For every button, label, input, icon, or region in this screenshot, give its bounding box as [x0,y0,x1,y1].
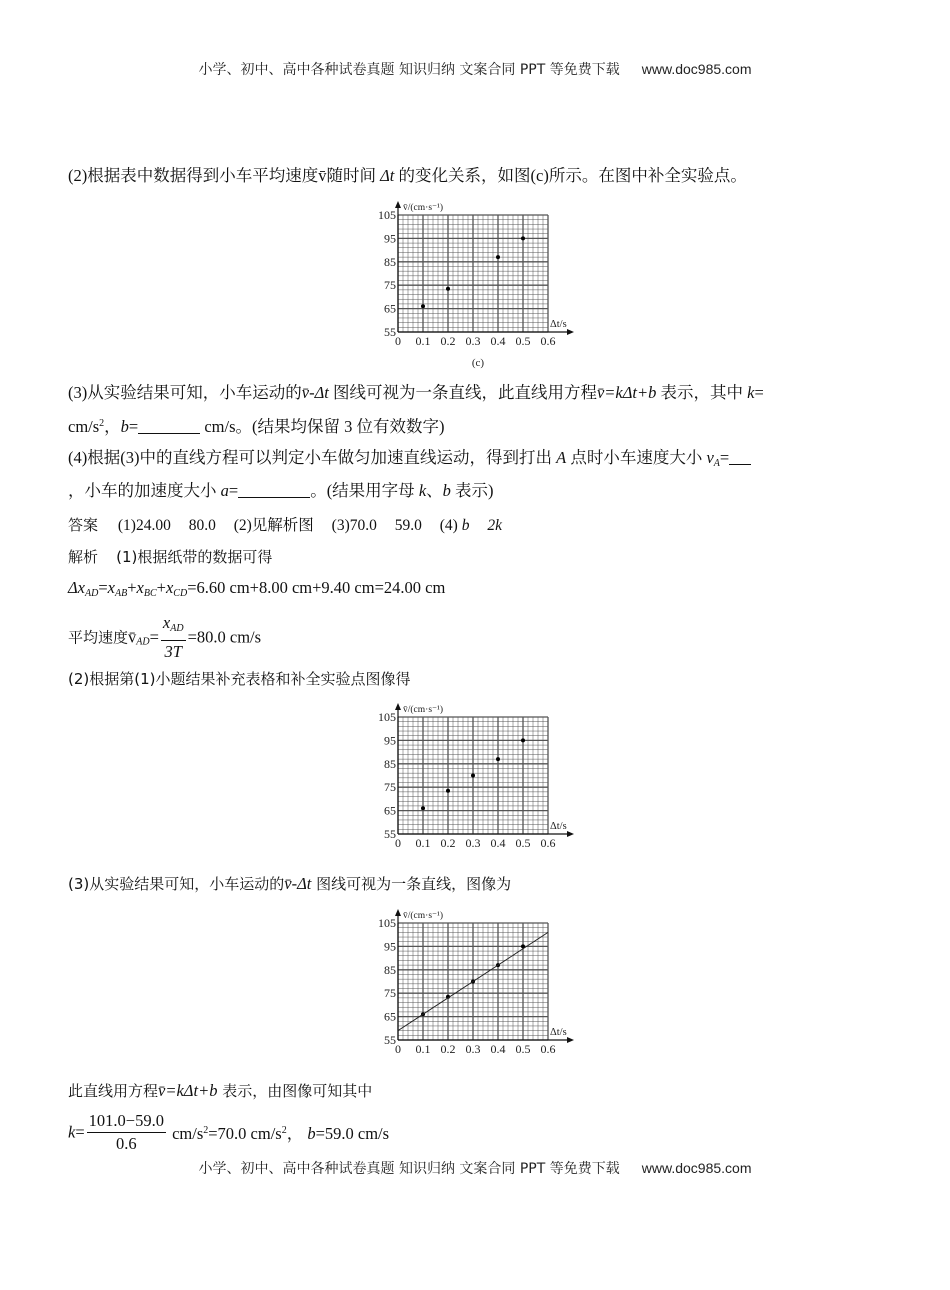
svg-text:0.6: 0.6 [540,1042,556,1056]
eq-sign: = [75,1122,85,1142]
fraction [87,1110,166,1155]
eq-term: x [165,578,174,597]
q2-text-mid: 随时间 [326,166,381,185]
superscript: 2 [99,418,105,429]
svg-text:0.5: 0.5 [515,334,531,348]
svg-text:55: 55 [384,1033,396,1047]
q4-text: 、 [426,481,443,500]
unit-text: cm/s [167,1124,204,1143]
answer-item: (3)70.0 [331,517,377,534]
analysis-line-3 [68,873,511,895]
svg-text:65: 65 [384,803,396,818]
svg-text:v̄/(cm·s⁻¹): v̄/(cm·s⁻¹) [403,705,444,715]
vbar-dt-symbol: v̄-Δt [284,874,312,893]
q3-text: (3)从实验结果可知，小车运动的 [68,383,302,402]
svg-text:65: 65 [384,1009,396,1024]
q3-text: cm/s。(结果均保留 3 位有效数字) [200,417,445,436]
analysis-text: (3)从实验结果可知，小车运动的 [68,875,285,893]
answer-label: 答案 [68,516,99,534]
eq-result: =80.0 cm/s [187,627,262,647]
analysis-eq-1: $\Delta x_{AD}=x_{AB}+x_{BC}+x_{CD}=6.60$ cm+8.00 cm+9.40 cm=24.00 cm [68,578,446,599]
q3-text: 表示，其中 [656,383,748,402]
vbar-dt-symbol: v̄-Δt [301,383,329,402]
answer-item: (4) [439,517,458,534]
question-4-line2 [68,480,494,502]
k-symbol: k [747,383,755,402]
svg-text:105: 105 [378,208,396,222]
chart-c-incomplete [362,198,592,376]
subscript: AD [170,623,184,634]
svg-text:Δt/s: Δt/s [550,1027,567,1038]
svg-text:0.1: 0.1 [415,836,431,850]
analysis-eq-3 [68,1110,389,1156]
vbar-symbol: v̄ [128,627,137,647]
superscript: 2 [203,1125,209,1136]
analysis-line-1 [68,546,272,568]
svg-text:v̄/(cm·s⁻¹): v̄/(cm·s⁻¹) [403,911,444,921]
svg-text:95: 95 [384,939,396,954]
analysis-text: (1)根据纸带的数据可得 [116,548,273,566]
svg-text:0.1: 0.1 [415,1042,431,1056]
q3-text: = [128,417,139,436]
svg-text:0.5: 0.5 [515,1042,531,1056]
svg-text:75: 75 [384,986,396,1001]
svg-text:0.6: 0.6 [540,334,556,348]
q4-text: 点时小车速度大小 [566,448,707,467]
question-3-line2 [68,413,445,438]
answer-item: (2)见解析图 [233,517,314,534]
line-equation: v̄=kΔt+b [158,1081,218,1100]
answer-item: (1)24.00 [117,517,171,534]
b-symbol: b [442,481,451,500]
svg-text:65: 65 [384,301,396,316]
svg-text:55: 55 [384,325,396,339]
header-banner-text: 小学、初中、高中各种试卷真题 知识归纳 文案合同 PPT 等免费下载 [198,62,620,78]
subscript: A [713,458,720,469]
analysis-text: (2)根据第(1)小题结果补充表格和补全实验点图像得 [68,670,411,688]
svg-text:0.3: 0.3 [465,836,481,850]
eq-term: x [107,578,115,597]
subscript: AD [136,636,150,648]
svg-text:0.2: 0.2 [440,1042,456,1056]
eq-sep: ， [286,1124,304,1143]
svg-text:0.4: 0.4 [490,836,506,850]
svg-text:75: 75 [384,780,396,795]
k-symbol: k [418,481,427,500]
vbar-symbol: v̄ [318,166,327,185]
chart-fit-line [362,906,592,1071]
unit-text: cm/s [68,417,100,436]
v-symbol: v [706,448,714,467]
svg-text:(c): (c) [471,357,485,369]
point-a-symbol: A [556,448,567,467]
svg-text:0.2: 0.2 [440,836,456,850]
analysis-line-4 [68,1080,372,1102]
svg-text:Δt/s: Δt/s [550,821,567,832]
answer-blank-va[interactable] [729,448,751,465]
svg-text:Δt/s: Δt/s [550,319,567,330]
q3-text: = [754,383,764,402]
footer-banner-text: 小学、初中、高中各种试卷真题 知识归纳 文案合同 PPT 等免费下载 [198,1161,620,1177]
svg-text:0: 0 [395,334,401,348]
analysis-text: 表示，由图像可知其中 [217,1082,373,1100]
svg-text:0.3: 0.3 [465,334,481,348]
q2-text-suffix: 的变化关系，如图(c)所示。在图中补全实验点。 [394,166,747,185]
svg-text:105: 105 [378,710,396,724]
analysis-label: 解析 [68,548,99,566]
svg-text:0.5: 0.5 [515,836,531,850]
answer-blank-b[interactable] [138,417,200,434]
k-symbol: k [68,1122,76,1142]
analysis-eq-2: 平均速度$v̄_{AD}=$ $\frac{x_{AD}}{3T}$ =80.0 cm/s [68,613,262,661]
answer-item: 59.0 [394,517,422,534]
q3-text: ， [104,417,121,436]
chart-complete-points [362,700,592,865]
b-symbol: b [120,417,129,436]
superscript: 2 [281,1125,287,1136]
svg-text:0.1: 0.1 [415,334,431,348]
numerator: x [162,613,171,632]
svg-text:0: 0 [395,1042,401,1056]
delta-t-symbol: Δt [380,166,395,185]
subscript: AD [85,588,99,599]
footer-banner [0,1158,950,1178]
eq-result: =70.0 cm/s [208,1124,282,1143]
svg-text:85: 85 [384,962,396,977]
footer-url-link[interactable]: www.doc985.com [641,1160,752,1176]
svg-text:85: 85 [384,254,396,269]
denominator: 0.6 [115,1134,137,1153]
analysis-line-2 [68,668,411,690]
question-3-line1 [68,382,764,404]
analysis-text: 此直线用方程 [68,1082,159,1100]
header-banner [0,59,950,79]
a-symbol: a [220,481,229,500]
answer-item: b [461,517,470,534]
eq-result: =59.0 cm/s [315,1124,390,1143]
svg-text:75: 75 [384,278,396,293]
line-equation: v̄=kΔt+b [596,383,657,402]
subscript: CD [173,588,188,599]
svg-text:0.3: 0.3 [465,1042,481,1056]
eq-result: =6.60 cm+8.00 cm+9.40 cm=24.00 cm [187,578,446,597]
q4-text: 表示) [450,481,494,500]
q4-text: = [228,481,239,500]
subscript: BC [143,588,157,599]
denominator: 3T [164,642,182,661]
question-4-line1 [68,447,751,475]
eq-term: x [136,578,144,597]
svg-text:55: 55 [384,827,396,841]
fraction [161,612,186,663]
subscript: AB [115,588,128,599]
svg-text:0.4: 0.4 [490,1042,506,1056]
answer-line [68,514,502,537]
q4-text: (4)根据(3)中的直线方程可以判定小车做匀加速直线运动，得到打出 [68,448,557,467]
svg-text:95: 95 [384,733,396,748]
svg-text:95: 95 [384,231,396,246]
analysis-text: 图线可视为一条直线，图像为 [311,875,512,893]
analysis-text: 平均速度 [68,628,129,647]
eq-term: Δx [68,578,86,597]
answer-item: 80.0 [188,517,216,534]
q3-text: 图线可视为一条直线，此直线用方程 [328,383,597,402]
svg-text:85: 85 [384,756,396,771]
question-2 [68,165,747,187]
b-symbol: b [307,1124,316,1143]
svg-text:0.4: 0.4 [490,334,506,348]
svg-text:0: 0 [395,836,401,850]
header-url-link[interactable]: www.doc985.com [641,61,752,77]
numerator: 101.0−59.0 [87,1110,166,1133]
svg-text:0.2: 0.2 [440,334,456,348]
svg-text:v̄/(cm·s⁻¹): v̄/(cm·s⁻¹) [403,203,444,213]
q2-text-prefix: (2)根据表中数据得到小车平均速度 [68,166,319,185]
answer-blank-a[interactable] [238,481,310,498]
q4-text: = [719,448,730,467]
q4-text: ，小车的加速度大小 [68,481,221,500]
answer-item: 2k [487,517,502,534]
svg-text:0.6: 0.6 [540,836,556,850]
svg-text:105: 105 [378,916,396,930]
q4-text: 。(结果用字母 [310,481,419,500]
